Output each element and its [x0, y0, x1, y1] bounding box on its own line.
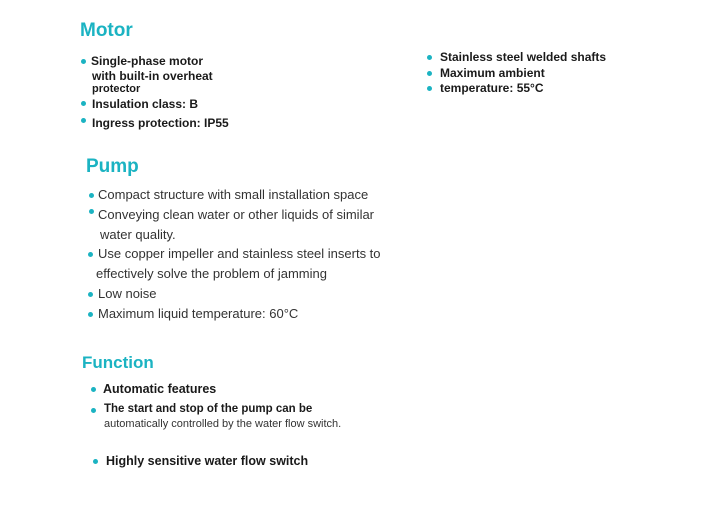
bullet-icon — [93, 459, 98, 464]
motor-item-1-line-2: with built-in overheat — [92, 69, 213, 83]
pump-item-3-line-1: Use copper impeller and stainless steel inserts to — [98, 246, 381, 261]
bullet-icon — [81, 118, 86, 123]
bullet-icon — [81, 59, 86, 64]
bullet-icon — [91, 387, 96, 392]
function-heading: Function — [82, 353, 154, 372]
bullet-icon — [89, 209, 94, 214]
bullet-icon — [427, 86, 432, 91]
motor-item-1-line-1: Single-phase motor — [91, 54, 204, 68]
motor-item-2: Insulation class: B — [92, 97, 199, 111]
bullet-icon — [427, 55, 432, 60]
pump-item-2-line-1: Conveying clean water or other liquids of similar — [98, 207, 375, 222]
pump-item-3-line-2: effectively solve the problem of jamming — [96, 266, 327, 281]
motor-item-3: Ingress protection: IP55 — [92, 116, 229, 130]
motor-right-item-1: Stainless steel welded shafts — [440, 50, 607, 64]
function-item-3: Highly sensitive water flow switch — [106, 454, 309, 468]
motor-right-item-3: temperature: 55°C — [440, 81, 544, 95]
pump-item-2-line-2: water quality. — [100, 227, 176, 242]
motor-item-1-line-3: protector — [92, 83, 141, 95]
bullet-icon — [427, 71, 432, 76]
motor-right-item-2: Maximum ambient — [440, 66, 545, 80]
bullet-icon — [81, 101, 86, 106]
function-item-1: Automatic features — [103, 382, 217, 396]
pump-item-4: Low noise — [98, 286, 157, 301]
pump-item-5: Maximum liquid temperature: 60°C — [98, 306, 299, 321]
pump-heading: Pump — [86, 156, 139, 177]
bullet-icon — [91, 408, 96, 413]
motor-heading: Motor — [80, 20, 133, 41]
pump-item-1: Compact structure with small installation space — [98, 187, 369, 202]
bullet-icon — [88, 312, 93, 317]
function-item-2-subtitle: automatically controlled by the water flow switch. — [104, 418, 342, 430]
bullet-icon — [88, 252, 93, 257]
function-item-2-title: The start and stop of the pump can be — [104, 403, 313, 415]
bullet-icon — [88, 292, 93, 297]
bullet-icon — [89, 193, 94, 198]
